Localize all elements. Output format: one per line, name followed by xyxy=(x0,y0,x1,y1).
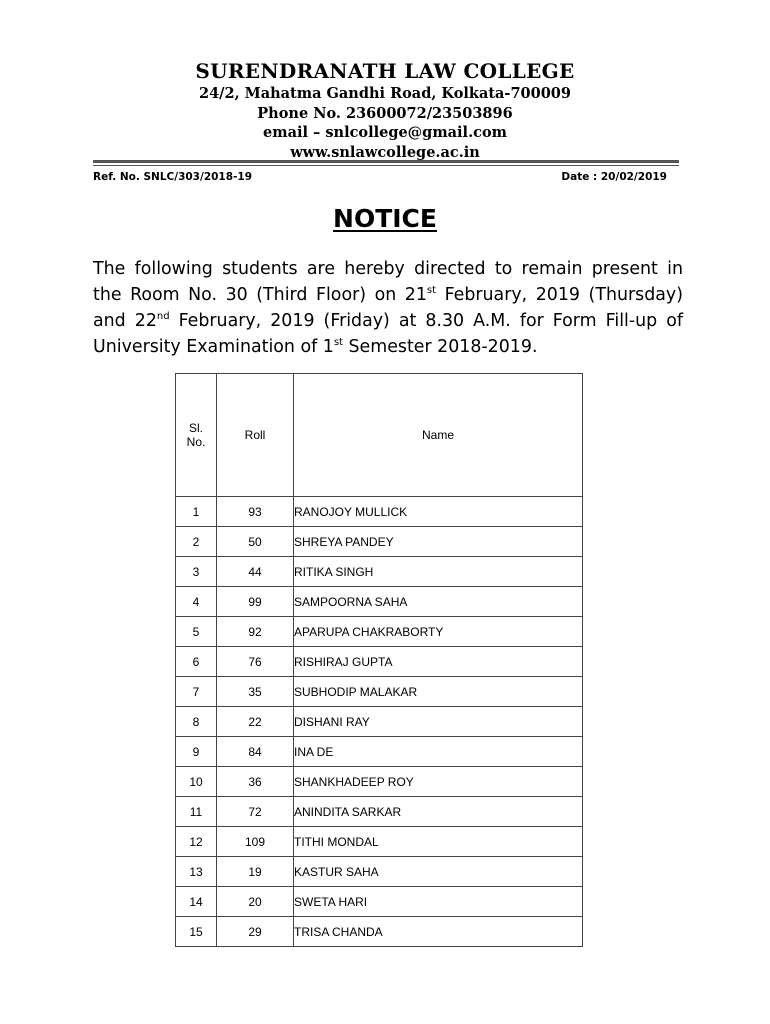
cell-roll: 92 xyxy=(217,617,294,647)
body-text-part: February, 2019 (Thursday) and 22 xyxy=(93,285,683,331)
notice-date: Date : 20/02/2019 xyxy=(561,171,667,183)
ordinal-suffix: nd xyxy=(156,311,170,322)
table-row xyxy=(176,557,583,587)
cell-name: DISHANI RAY xyxy=(294,707,583,737)
table-row xyxy=(176,617,583,647)
cell-roll: 20 xyxy=(217,887,294,917)
cell-name: RITIKA SINGH xyxy=(294,557,583,587)
letterhead xyxy=(0,58,770,162)
cell-roll: 50 xyxy=(217,527,294,557)
cell-roll: 44 xyxy=(217,557,294,587)
cell-roll: 29 xyxy=(217,917,294,947)
header-roll: Roll xyxy=(217,374,294,497)
cell-sl: 4 xyxy=(176,587,217,617)
body-text-part: February, 2019 (Friday) at 8.30 A.M. for Form Fill-up of University Examination of 1 xyxy=(93,311,683,357)
ordinal-suffix: st xyxy=(426,285,437,296)
table-row xyxy=(176,677,583,707)
cell-name: RISHIRAJ GUPTA xyxy=(294,647,583,677)
cell-name: SHREYA PANDEY xyxy=(294,527,583,557)
cell-roll: 19 xyxy=(217,857,294,887)
body-text-part: Semester 2018-2019. xyxy=(342,337,538,357)
cell-sl: 5 xyxy=(176,617,217,647)
cell-roll: 72 xyxy=(217,797,294,827)
reference-number: Ref. No. SNLC/303/2018-19 xyxy=(93,171,253,183)
cell-sl: 12 xyxy=(176,827,217,857)
table-row xyxy=(176,767,583,797)
college-phone: Phone No. 23600072/23503896 xyxy=(257,104,513,122)
header-sl-no xyxy=(176,374,217,497)
student-table xyxy=(175,373,583,947)
cell-name: APARUPA CHAKRABORTY xyxy=(294,617,583,647)
cell-sl: 7 xyxy=(176,677,217,707)
cell-sl: 9 xyxy=(176,737,217,767)
cell-roll: 22 xyxy=(217,707,294,737)
table-row xyxy=(176,857,583,887)
ordinal-suffix: st xyxy=(333,337,343,348)
cell-name: RANOJOY MULLICK xyxy=(294,497,583,527)
cell-sl: 10 xyxy=(176,767,217,797)
header-divider-thick xyxy=(93,160,679,163)
header-name: Name xyxy=(294,374,583,497)
college-email: email – snlcollege@gmail.com xyxy=(263,124,507,141)
college-address: 24/2, Mahatma Gandhi Road, Kolkata-700009 xyxy=(199,85,571,102)
table-row xyxy=(176,587,583,617)
table-row xyxy=(176,917,583,947)
table-row xyxy=(176,497,583,527)
cell-name: ANINDITA SARKAR xyxy=(294,797,583,827)
cell-roll: 109 xyxy=(217,827,294,857)
notice-title: NOTICE xyxy=(333,204,437,233)
table-row xyxy=(176,827,583,857)
cell-sl: 1 xyxy=(176,497,217,527)
cell-roll: 36 xyxy=(217,767,294,797)
cell-roll: 35 xyxy=(217,677,294,707)
table-row xyxy=(176,797,583,827)
cell-name: TITHI MONDAL xyxy=(294,827,583,857)
cell-name: INA DE xyxy=(294,737,583,767)
college-website: www.snlawcollege.ac.in xyxy=(290,143,480,161)
cell-roll: 76 xyxy=(217,647,294,677)
cell-sl: 14 xyxy=(176,887,217,917)
cell-roll: 93 xyxy=(217,497,294,527)
table-row xyxy=(176,647,583,677)
table-row xyxy=(176,737,583,767)
student-rows xyxy=(176,497,583,947)
cell-sl: 6 xyxy=(176,647,217,677)
cell-roll: 99 xyxy=(217,587,294,617)
table-row xyxy=(176,527,583,557)
cell-sl: 8 xyxy=(176,707,217,737)
cell-sl: 15 xyxy=(176,917,217,947)
header-sl-label: Sl. No. xyxy=(186,421,206,449)
header-divider-thin xyxy=(93,165,679,166)
body-text-part: The following students are hereby directed to remain present in the Room No. 30 (Third Floor) on 21 xyxy=(93,259,683,305)
cell-name: SUBHODIP MALAKAR xyxy=(294,677,583,707)
cell-sl: 11 xyxy=(176,797,217,827)
cell-sl: 13 xyxy=(176,857,217,887)
cell-sl: 2 xyxy=(176,527,217,557)
college-name: SURENDRANATH LAW COLLEGE xyxy=(195,59,575,83)
notice-body xyxy=(93,256,683,360)
cell-name: TRISA CHANDA xyxy=(294,917,583,947)
table-header-row xyxy=(176,374,583,497)
table-row xyxy=(176,707,583,737)
cell-name: KASTUR SAHA xyxy=(294,857,583,887)
cell-name: SWETA HARI xyxy=(294,887,583,917)
cell-sl: 3 xyxy=(176,557,217,587)
table-row xyxy=(176,887,583,917)
cell-name: SAMPOORNA SAHA xyxy=(294,587,583,617)
cell-roll: 84 xyxy=(217,737,294,767)
cell-name: SHANKHADEEP ROY xyxy=(294,767,583,797)
